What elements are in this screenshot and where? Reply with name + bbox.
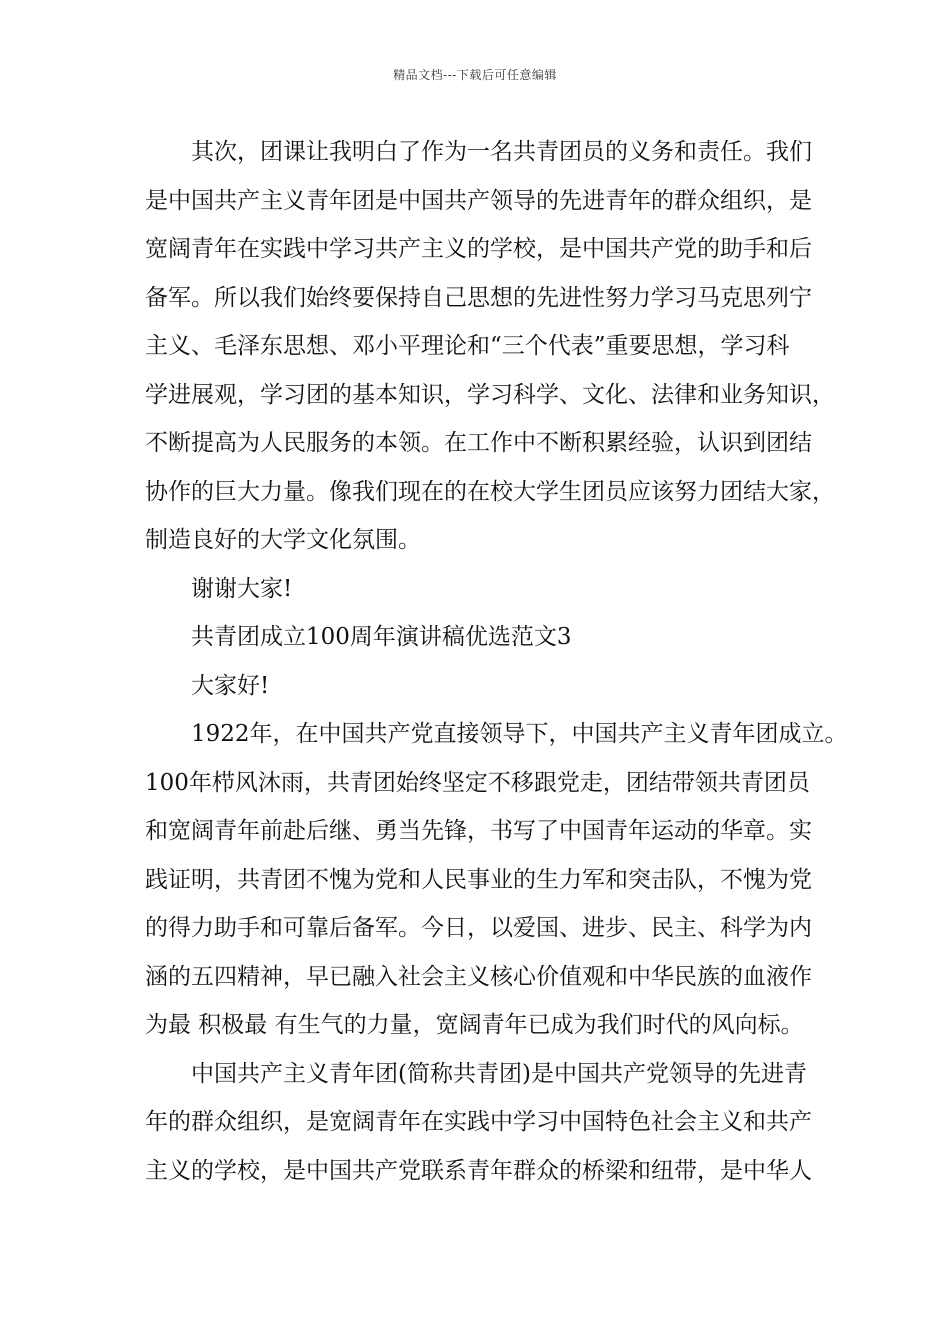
paragraph-line: 是中国共产主义青年团是中国共产领导的先进青年的群众组织，是 bbox=[145, 187, 812, 214]
paragraph-line: 不断提高为人民服务的本领。在工作中不断积累经验，认识到团结 bbox=[145, 430, 812, 456]
paragraph-line: 年的群众组织，是宽阔青年在实践中学习中国特色社会主义和共产 bbox=[145, 1109, 812, 1135]
paragraph-line: 中国共产主义青年团(简称共青团)是中国共产党领导的先进青 bbox=[191, 1060, 807, 1087]
page-header: 精品文档---下载后可任意编辑 bbox=[393, 68, 557, 82]
paragraph-line: 和宽阔青年前赴后继、勇当先锋，书写了中国青年运动的华章。实 bbox=[145, 818, 812, 844]
paragraph-line: 备军。所以我们始终要保持自己思想的先进性努力学习马克思列宁 bbox=[145, 284, 812, 311]
paragraph-line: 主义的学校，是中国共产党联系青年群众的桥梁和纽带，是中华人 bbox=[145, 1157, 812, 1184]
paragraph-line: 其次，团课让我明白了作为一名共青团员的义务和责任。我们 bbox=[191, 139, 812, 165]
paragraph-line: 宽阔青年在实践中学习共产主义的学校，是中国共产党的助手和后 bbox=[145, 236, 812, 262]
document-body bbox=[145, 132, 848, 1199]
paragraph-line: 谢谢大家! bbox=[191, 575, 293, 602]
paragraph-line: 1922年，在中国共产党直接领导下，中国共产主义青年团成立。 bbox=[191, 721, 848, 747]
paragraph-line: 100年栉风沐雨，共青团始终坚定不移跟党走，团结带领共青团员 bbox=[145, 769, 810, 796]
paragraph-line: 制造良好的大学文化氛围。 bbox=[145, 527, 421, 553]
paragraph-line: 大家好! bbox=[191, 672, 270, 699]
paragraph-line: 主义、毛泽东思想、邓小平理论和“三个代表”重要思想，学习科 bbox=[145, 333, 790, 359]
paragraph-line: 的得力助手和可靠后备军。今日，以爱国、进步、民主、科学为内 bbox=[145, 915, 812, 941]
paragraph-line: 践证明，共青团不愧为党和人民事业的生力军和突击队，不愧为党 bbox=[145, 866, 812, 893]
paragraph-line: 学进展观，学习团的基本知识，学习科学、文化、法律和业务知识， bbox=[145, 381, 835, 408]
paragraph-line: 涵的五四精神，早已融入社会主义核心价值观和中华民族的血液作 bbox=[145, 963, 812, 990]
paragraph-line: 协作的巨大力量。像我们现在的在校大学生团员应该努力团结大家， bbox=[145, 478, 835, 505]
paragraph-line: 为最 积极最 有生气的力量，宽阔青年已成为我们时代的风向标。 bbox=[145, 1012, 804, 1038]
section-title: 共青团成立100周年演讲稿优选范文3 bbox=[191, 624, 572, 650]
